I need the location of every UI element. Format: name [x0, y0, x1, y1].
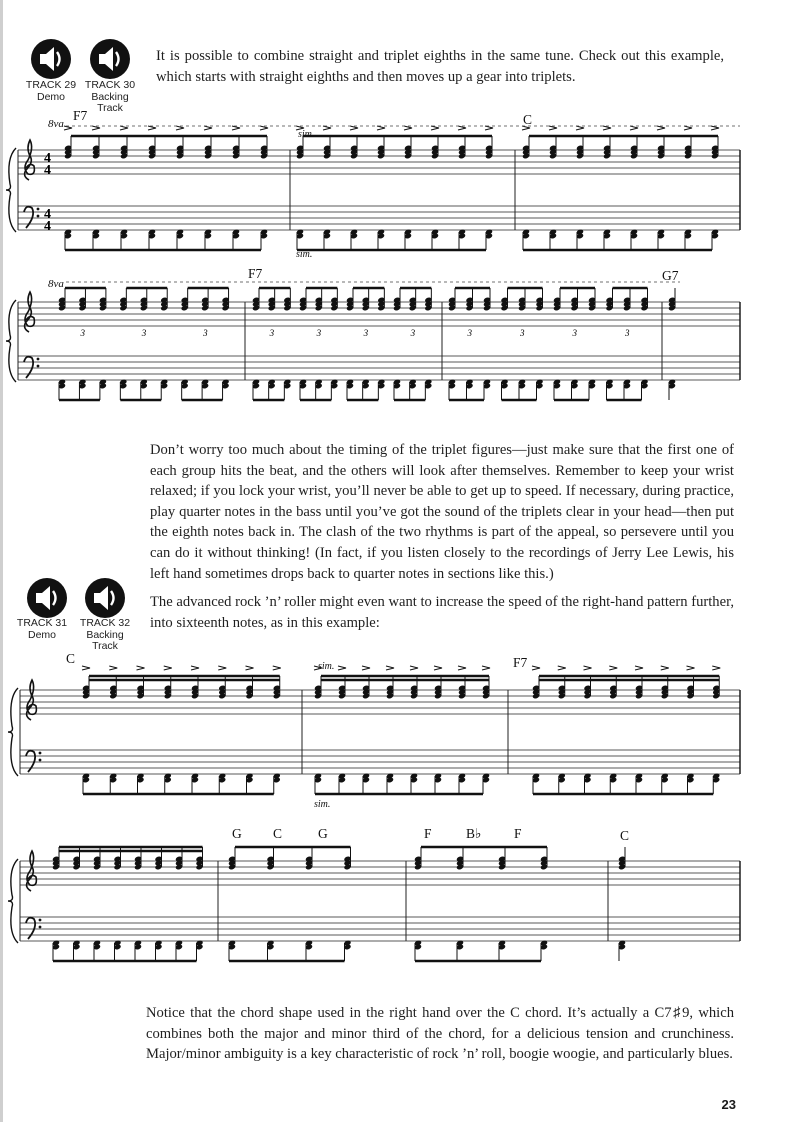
chord-symbol: G [318, 826, 328, 841]
accent-mark [148, 126, 156, 130]
accent-mark [176, 126, 184, 130]
accent-mark [338, 666, 346, 670]
accent-mark [458, 126, 466, 130]
accent-mark [482, 666, 490, 670]
accent-mark [576, 126, 584, 130]
chord-symbol: F [514, 826, 522, 841]
bass-clef-dot [37, 365, 40, 368]
accent-mark [657, 126, 665, 130]
chord-symbol: B♭ [466, 826, 482, 841]
music-system-4 [0, 825, 800, 985]
triplet-number: 3 [572, 328, 577, 338]
chord-symbol: F7 [513, 655, 528, 670]
track-number: TRACK 31 [16, 617, 68, 629]
timing-paragraph: Don’t worry too much about the timing of the triplet figures—just make sure that the first one of each group hits the beat, and the others will look after themselves. Remember to keep your wrist relaxed; if you lock your wrist, you’ll never be able to get up to speed. If necessary, during practice, play quarter notes in the bass until you’ve got the sound of the triplets clear in your head—then put the eighth notes back in. The clash of the two rhythms is part of the appeal, so persevere until you can do it without thinking! (In fact, if you listen closely to the recordings of Jerry Lee Lewis, his left hand sometimes drops back to quarter notes in sections like this.) [150, 442, 734, 582]
bass-clef [26, 918, 35, 939]
track-type: Demo [27, 628, 56, 641]
speaker-icon[interactable] [84, 577, 126, 619]
track-type: Backing Track [91, 90, 129, 114]
triplet-number: 3 [467, 328, 472, 338]
accent-mark [64, 126, 72, 130]
chord-symbol: C [523, 112, 533, 127]
bass-clef-dot [39, 759, 42, 762]
bass-clef [24, 357, 33, 378]
chord-symbol: C [620, 828, 630, 843]
bass-clef [24, 207, 33, 228]
track-number: TRACK 30 [84, 79, 136, 91]
time-signature: 4 [44, 163, 51, 178]
chord-symbol: F7 [248, 266, 263, 281]
accent-mark [558, 666, 566, 670]
accent-mark [532, 666, 540, 670]
accent-mark [92, 126, 100, 130]
accent-mark [377, 126, 385, 130]
simile-marking: sim. [314, 799, 331, 810]
chord-symbol: G [232, 826, 242, 841]
accent-mark [362, 666, 370, 670]
octave-marking: 8va [48, 278, 64, 290]
triplet-number: 3 [203, 328, 208, 338]
accent-mark [661, 666, 669, 670]
accent-mark [712, 666, 720, 670]
accent-mark [609, 666, 617, 670]
track-label-32 [73, 618, 137, 653]
brace [8, 688, 18, 776]
accent-mark [431, 126, 439, 130]
brace [6, 148, 16, 232]
triplet-number: 3 [80, 328, 85, 338]
triplet-number: 3 [141, 328, 147, 338]
simile-marking: sim. [318, 661, 335, 672]
accent-mark [191, 666, 199, 670]
closing-paragraph: Notice that the chord shape used in the right hand over the C chord. It’s actually a C7♯9, which combines both the major and minor third of the chord, for a delicious tension and crunchiness. Major/minor ambiguity is a key characteristic of rock ’n’ roll, boogie woogie, and particularly blues. [146, 1005, 734, 1063]
accent-mark [410, 666, 418, 670]
octave-marking: 8va [48, 118, 64, 130]
track-type: Demo [36, 90, 65, 103]
triplet-number: 3 [410, 328, 416, 338]
music-system-3 [0, 650, 800, 810]
accent-mark [204, 126, 212, 130]
accent-mark [630, 126, 638, 130]
triplet-number: 3 [625, 328, 630, 338]
brace [6, 300, 16, 382]
track-label-29 [19, 80, 83, 103]
accent-mark [458, 666, 466, 670]
bass-clef [26, 751, 35, 772]
accent-mark [246, 666, 254, 670]
triplet-number: 3 [269, 328, 275, 338]
speaker-icon[interactable] [30, 38, 72, 80]
accent-mark [434, 666, 442, 670]
accent-mark [164, 666, 172, 670]
bass-clef-dot [39, 919, 42, 922]
advanced-paragraph: The advanced rock ’n’ roller might even want to increase the speed of the right-hand pattern further, into sixteenth notes, as in this example: [150, 594, 734, 631]
accent-mark [687, 666, 695, 670]
bass-clef-dot [37, 358, 40, 361]
chord-symbol: C [66, 651, 76, 666]
accent-mark [485, 126, 493, 130]
page-number: 23 [721, 1097, 736, 1112]
intro-paragraph: It is possible to combine straight and triplet eighths in the same tune. Check out this example, which starts with straight eighths and then moves up a gear into triplets. [156, 48, 724, 85]
chord-symbol: G7 [662, 268, 679, 283]
accent-mark [603, 126, 611, 130]
accent-mark [711, 126, 719, 130]
accent-mark [82, 666, 90, 670]
triplet-number: 3 [520, 328, 525, 338]
simile-marking: sim. [298, 129, 315, 140]
music-system-2 [0, 270, 800, 420]
music-system-1 [0, 110, 800, 270]
accent-mark [584, 666, 592, 670]
bass-clef-dot [37, 208, 40, 211]
accent-mark [323, 126, 331, 130]
track-number: TRACK 29 [25, 79, 77, 91]
accent-mark [120, 126, 128, 130]
accent-mark [260, 126, 268, 130]
simile-marking: sim. [296, 249, 313, 260]
accent-mark [549, 126, 557, 130]
track-label-31 [10, 618, 74, 641]
time-signature: 4 [44, 207, 51, 222]
speaker-icon[interactable] [89, 38, 131, 80]
bass-clef-dot [39, 752, 42, 755]
accent-mark [386, 666, 394, 670]
accent-mark [350, 126, 358, 130]
accent-mark [218, 666, 226, 670]
track-number: TRACK 32 [79, 617, 131, 629]
accent-mark [404, 126, 412, 130]
triplet-number: 3 [363, 328, 369, 338]
bass-clef-dot [37, 215, 40, 218]
accent-mark [109, 666, 117, 670]
time-signature: 4 [44, 151, 51, 166]
chord-symbol: F7 [73, 108, 88, 123]
accent-mark [137, 666, 145, 670]
accent-mark [273, 666, 281, 670]
bass-clef-dot [39, 926, 42, 929]
accent-mark [684, 126, 692, 130]
time-signature: 4 [44, 219, 51, 234]
speaker-icon[interactable] [26, 577, 68, 619]
accent-mark [232, 126, 240, 130]
chord-symbol: C [273, 826, 283, 841]
triplet-number: 3 [316, 328, 322, 338]
accent-mark [635, 666, 643, 670]
chord-symbol: F [424, 826, 432, 841]
track-type: Backing Track [86, 628, 124, 652]
brace [8, 859, 18, 943]
